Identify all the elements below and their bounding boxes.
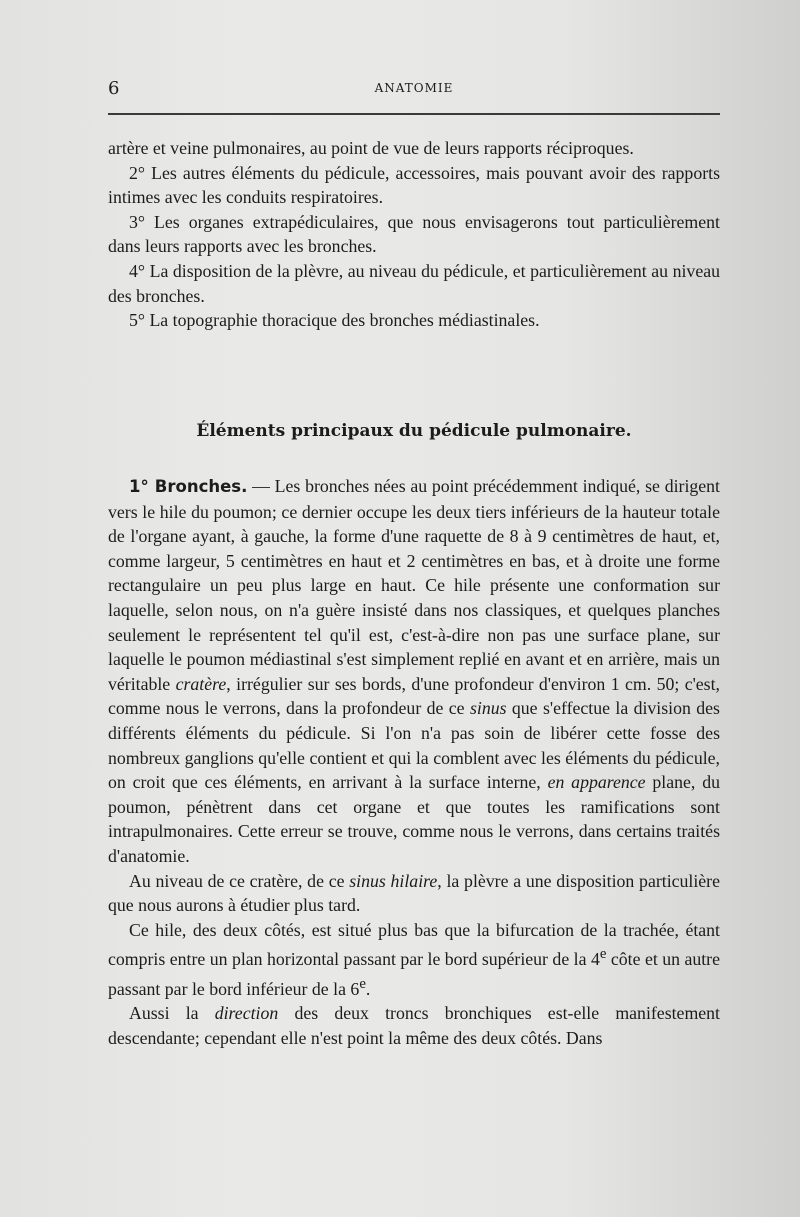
superscript: e (359, 975, 366, 992)
intro-paragraph-1: artère et veine pulmonaires, au point de vue de leurs rapports réciproques. (108, 138, 634, 158)
bronches-lead: 1° Bronches. (129, 477, 248, 496)
text-run: que s'effectue la division des différents éléments du pédicule. Si l'on n'a pas soin de libérer cette fosse des nombreux ganglions qu'elle contient et qui la comblent avec les éléments du pédicule, on croit que ces éléments, en arrivant à la surface interne, (108, 698, 720, 793)
text-run: des deux troncs bronchiques est-elle manifestement descendante; cependant elle n'est point la même des deux côtés. Dans (108, 1003, 720, 1048)
bronches-paragraph-2 (108, 869, 720, 918)
bronches-paragraph-3 (108, 918, 720, 1002)
running-title: ANATOMIE (374, 81, 454, 95)
italic-term: cratère (175, 673, 227, 694)
bronches-text (108, 474, 720, 1051)
intro-item-3: 3° Les organes extrapédiculaires, que nous envisagerons tout particulièrement dans leurs rapports avec les bronches. (108, 211, 720, 257)
intro-list (108, 136, 720, 333)
bronches-paragraph-1 (108, 474, 720, 869)
italic-term: direction (214, 1003, 279, 1024)
italic-term: sinus (469, 698, 507, 719)
text-run: côte et un autre passant par le bord inférieur de la 6 (108, 949, 720, 999)
italic-term: en apparence (547, 772, 646, 793)
text-run: plane, du poumon, pénètrent dans cet organe et que toutes les ramifications sont intrapulmonaires. Cette erreur se trouve, comme nous le verrons, dans certains traités d'anatomie. (108, 772, 720, 866)
text-run: Aussi la (129, 1003, 215, 1024)
intro-item-4: 4° La disposition de la plèvre, au niveau du pédicule, et particulièrement au niveau des bronches. (108, 260, 720, 306)
intro-item-2: 2° Les autres éléments du pédicule, accessoires, mais pouvant avoir des rapports intimes avec les conduits respiratoires. (108, 162, 720, 208)
bronches-paragraph-4 (108, 1001, 720, 1050)
section-heading: Éléments principaux du pédicule pulmonaire. (196, 421, 632, 441)
page-header (108, 78, 720, 102)
superscript: e (599, 946, 607, 963)
text-run: . (365, 978, 371, 999)
text-run: , la plèvre a une disposition particulière que nous aurons à étudier plus tard. (108, 870, 721, 916)
page-number: 6 (108, 78, 120, 99)
text-run: Ce hile, des deux côtés, est situé plus bas que la bifurcation de la trachée, étant compris entre un plan horizontal passant par le bord supérieur de la 4 (108, 919, 720, 970)
intro-item-5: 5° La topographie thoracique des bronches médiastinales. (129, 310, 540, 331)
italic-term: sinus hilaire (349, 870, 438, 891)
text-run: , irrégulier sur ses bords, d'une profondeur d'environ 1 cm. 50; c'est, comme nous le verrons, dans la profondeur de ce (108, 673, 720, 719)
text-run: — Les bronches nées au point précédemment indiqué, se dirigent vers le hile du poumon; ce dernier occupe les deux tiers inférieurs de la hauteur totale de l'organe ayant, à gauche, la forme d'une raquette de 8 à 9 centimètres de haut, et, comme largeur, 5 centimètres en haut et 2 centimètres en bas, et à droite une forme rectangulaire un peu plus large en haut. Ce hile présente une conformation sur laquelle, selon nous, on n'a guère insisté dans nos classiques, et quelques planches seulement le représentent tel qu'il est, c'est-à-dire non pas une surface plane, sur laquelle le poumon médiastinal s'est simplement replié en avant et en arrière, mais un véritable (108, 476, 720, 694)
header-rule (108, 113, 720, 115)
text-run: Au niveau de ce cratère, de ce (129, 870, 350, 891)
